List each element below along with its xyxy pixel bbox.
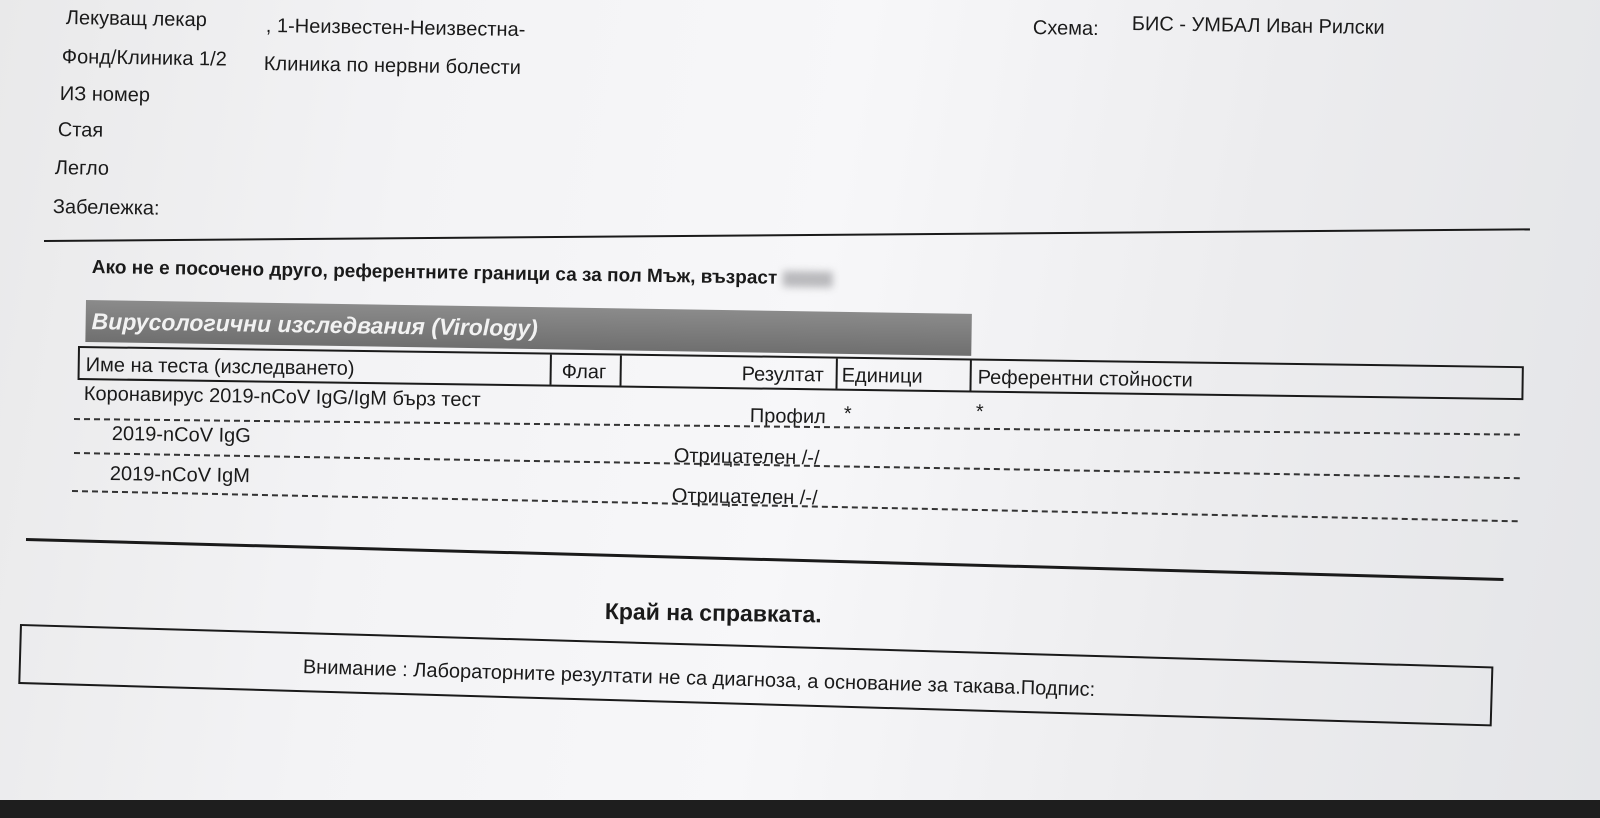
redacted-age	[783, 271, 833, 288]
scheme-label: Схема:	[1032, 17, 1099, 41]
end-of-report: Край на справката.	[604, 598, 822, 628]
col-header-units: Единици	[841, 364, 923, 388]
col-header-flag: Флаг	[561, 360, 607, 384]
footer-notice-box	[18, 624, 1493, 726]
col-divider	[835, 359, 837, 389]
note-label: Забележка:	[52, 196, 160, 220]
id-label: ИЗ номер	[59, 83, 151, 107]
reference-note	[92, 258, 834, 289]
desk-background	[0, 800, 1600, 818]
fund-label: Фонд/Клиника 1/2	[61, 46, 227, 71]
row-3-result: Отрицателен /-/	[671, 485, 818, 510]
section-title: Вирусологични изследвания (Virology)	[91, 308, 538, 342]
row-3-name: 2019-nCoV IgM	[109, 463, 251, 488]
footer-notice-text: Внимание : Лабораторните резултати не са диагноза, а основание за такава.Подпис:	[302, 656, 1096, 701]
col-divider	[969, 360, 971, 390]
scheme-value: БИС - УМБАЛ Иван Рилски	[1131, 13, 1385, 39]
row-1-reference: *	[975, 401, 984, 424]
col-divider	[550, 355, 552, 385]
row-2-result: Отрицателен /-/	[673, 445, 820, 470]
col-header-name: Име на теста (изследването)	[85, 354, 355, 380]
doctor-value: , 1-Неизвестен-Неизвестна-	[265, 15, 526, 42]
bed-label: Легло	[54, 157, 110, 180]
col-header-result: Резултат	[741, 363, 824, 387]
col-divider	[620, 356, 622, 386]
row-1-result: Профил	[749, 405, 826, 429]
col-header-reference: Референтни стойности	[977, 366, 1193, 392]
results-end-divider	[26, 538, 1504, 581]
doctor-label: Лекуващ лекар	[65, 7, 207, 32]
reference-note-text: Ако не е посочено друго, референтните граници са за пол Мъж, възраст	[91, 257, 778, 289]
room-label: Стая	[57, 119, 104, 142]
row-1-units: *	[843, 403, 852, 426]
row-1-name: Коронавирус 2019-nCoV IgG/IgM бърз тест	[83, 383, 481, 412]
row-2-name: 2019-nCoV IgG	[111, 423, 251, 448]
fund-value: Клиника по нервни болести	[263, 53, 522, 80]
header-divider	[44, 228, 1530, 242]
